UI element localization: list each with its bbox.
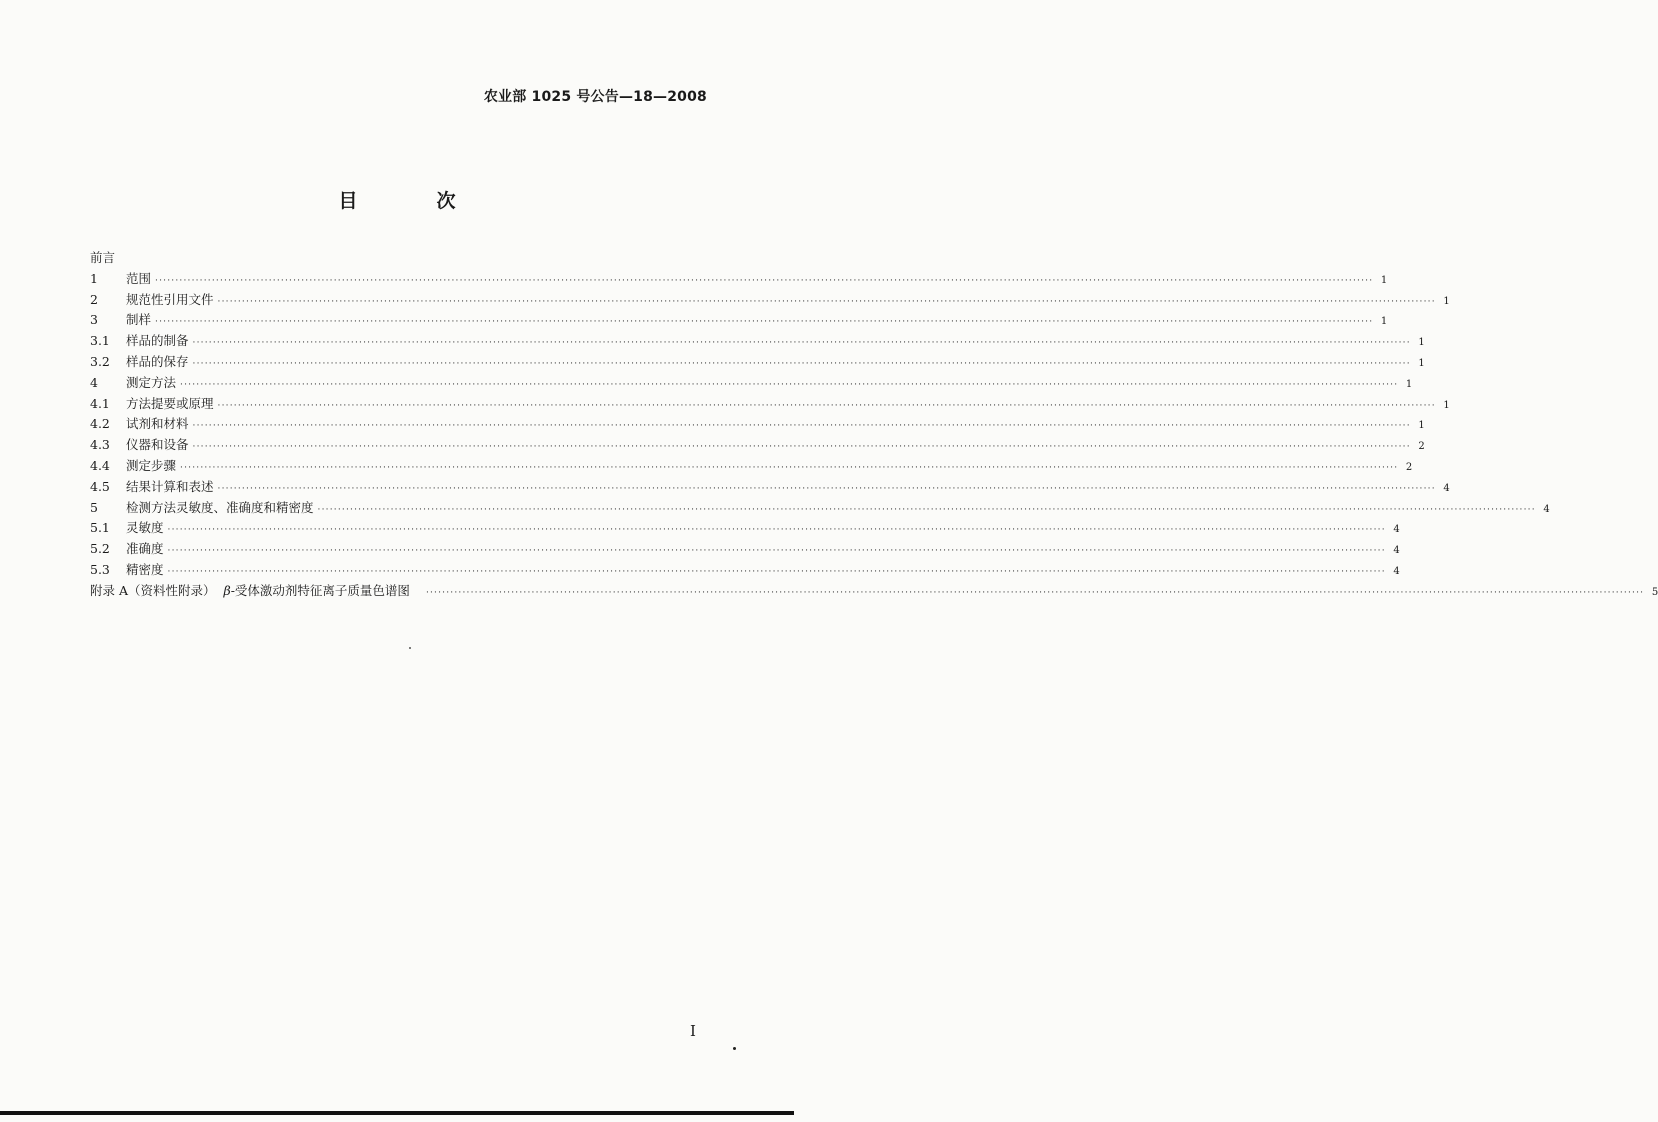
dot-leader: ············································································································································································································································································································ (155, 275, 1374, 286)
toc-entry-appendix-a[interactable] (90, 581, 1658, 602)
toc-entry-page: 4 (1393, 565, 1400, 577)
scan-speck (733, 1047, 736, 1050)
toc-entry-label: 仪器和设备 (126, 437, 189, 453)
toc-entry-number: 5.3 (90, 561, 110, 577)
dot-leader: ············································································································································································································································································································ (317, 504, 1536, 515)
toc-entry-label: 制样 (126, 312, 152, 328)
appendix-title: -受体激动剂特征离子质量色谱图 (230, 582, 410, 598)
dot-leader: ············································································································································································································································································································ (192, 442, 1411, 453)
toc-entry-number: 3.1 (90, 333, 110, 349)
dot-leader: ············································································································································································································································································································ (217, 400, 1436, 411)
toc-entry-page: 4 (1443, 482, 1450, 494)
toc-entry-number: 5.2 (90, 541, 110, 557)
dot-leader: ············································································································································································································································································································ (217, 296, 1436, 307)
toc-entry-page: 1 (1418, 420, 1425, 432)
toc-entry-label: 样品的保存 (126, 353, 189, 369)
toc-entry[interactable] (90, 477, 1450, 498)
dot-leader: ············································································································································································································································································································ (217, 483, 1436, 494)
toc-entry[interactable] (90, 310, 1388, 331)
toc-entry-page: 1 (1418, 337, 1425, 349)
beta-symbol: β (223, 582, 231, 598)
toc-entry-page: 1 (1405, 378, 1413, 390)
toc-entry-page: 2 (1418, 441, 1425, 453)
dot-leader: ············································································································································································································································································································ (192, 421, 1411, 432)
dot-leader: ············································································································································································································································································································ (425, 587, 1645, 598)
toc-entry-page: 1 (1418, 357, 1425, 369)
toc-entry-number: 4.1 (90, 395, 110, 411)
toc-entry-label: 范围 (126, 270, 152, 286)
toc-entry-number: 4 (90, 374, 98, 390)
toc-title: 目 次 (338, 190, 486, 212)
toc-entry-preface[interactable] (90, 248, 711, 269)
toc-entry-label: 方法提要或原理 (126, 395, 214, 411)
toc-entry-number: 1 (90, 270, 98, 286)
dot-leader: ············································································································································································································································································································ (167, 546, 1386, 557)
toc-entry-label: 测定步骤 (126, 457, 177, 473)
toc-entry-number: 5.1 (90, 520, 110, 536)
toc-entry-page: 2 (1405, 461, 1413, 473)
page-number: I (690, 1022, 696, 1040)
toc-entry-label: 试剂和材料 (126, 416, 189, 432)
scan-speck (409, 647, 411, 649)
toc-entry[interactable] (90, 498, 1550, 519)
toc-entry[interactable] (90, 290, 1450, 311)
toc-entry-number: 2 (90, 291, 98, 307)
toc-entry-number: 4.5 (90, 478, 110, 494)
toc-entry-label: 结果计算和表述 (126, 478, 214, 494)
toc-entry-label: 精密度 (126, 561, 164, 577)
dot-leader: ············································································································································································································································································································ (180, 462, 1399, 473)
toc-entry-page: 5 (1651, 586, 1658, 598)
toc-entry-number: 4.4 (90, 457, 110, 473)
toc-entry-label: 灵敏度 (126, 520, 164, 536)
toc-entry[interactable] (90, 456, 1413, 477)
toc-entry-number: 3.2 (90, 353, 110, 369)
toc-entry-number: 4.3 (90, 437, 110, 453)
toc-entry[interactable] (90, 435, 1425, 456)
appendix-prefix: 附录 A（资料性附录） (90, 582, 216, 598)
dot-leader: ············································································································································································································································································································ (180, 379, 1399, 390)
toc-entry-page: 4 (1543, 503, 1550, 515)
dot-leader: ············································································································································································································································································································ (155, 317, 1374, 328)
document-id: 农业部 1025 号公告—18—2008 (483, 89, 707, 105)
dot-leader: ············································································································································································································································································································ (167, 525, 1386, 536)
toc-entry-page: 4 (1393, 545, 1400, 557)
toc-entry[interactable] (90, 414, 1425, 435)
appendix-label (90, 581, 410, 602)
toc-entry-page: 1 (1443, 295, 1450, 307)
toc-entry-page: 1 (1380, 274, 1388, 286)
toc-entry[interactable] (90, 518, 1400, 539)
toc-entry-page: 1 (1380, 316, 1388, 328)
table-of-contents (90, 248, 1658, 602)
toc-entry-page: 1 (1443, 399, 1450, 411)
dot-leader: ············································································································································································································································································································ (192, 358, 1411, 369)
toc-entry-label: 测定方法 (126, 374, 177, 390)
toc-entry-label: 样品的制备 (126, 333, 189, 349)
toc-entry[interactable] (90, 352, 1425, 373)
toc-entry[interactable] (90, 394, 1450, 415)
dot-leader: ············································································································································································································································································································ (192, 338, 1411, 349)
toc-entry[interactable] (90, 331, 1425, 352)
dot-leader: ············································································································································································································································································································ (167, 566, 1386, 577)
toc-entry[interactable] (90, 539, 1400, 560)
toc-entry-label: 检测方法灵敏度、准确度和精密度 (126, 499, 314, 515)
toc-entry-number: 4.2 (90, 416, 110, 432)
toc-entry-label: 准确度 (126, 541, 164, 557)
toc-entry-number: 5 (90, 499, 98, 515)
toc-entry-label: 规范性引用文件 (126, 291, 214, 307)
toc-entry-number: 3 (90, 312, 98, 328)
scan-edge-line (0, 1111, 794, 1115)
toc-entry[interactable] (90, 560, 1400, 581)
toc-entry[interactable] (90, 373, 1413, 394)
toc-entry[interactable] (90, 269, 1388, 290)
toc-entry-page: 4 (1393, 524, 1400, 536)
toc-entry-label: 前言 (90, 250, 116, 265)
